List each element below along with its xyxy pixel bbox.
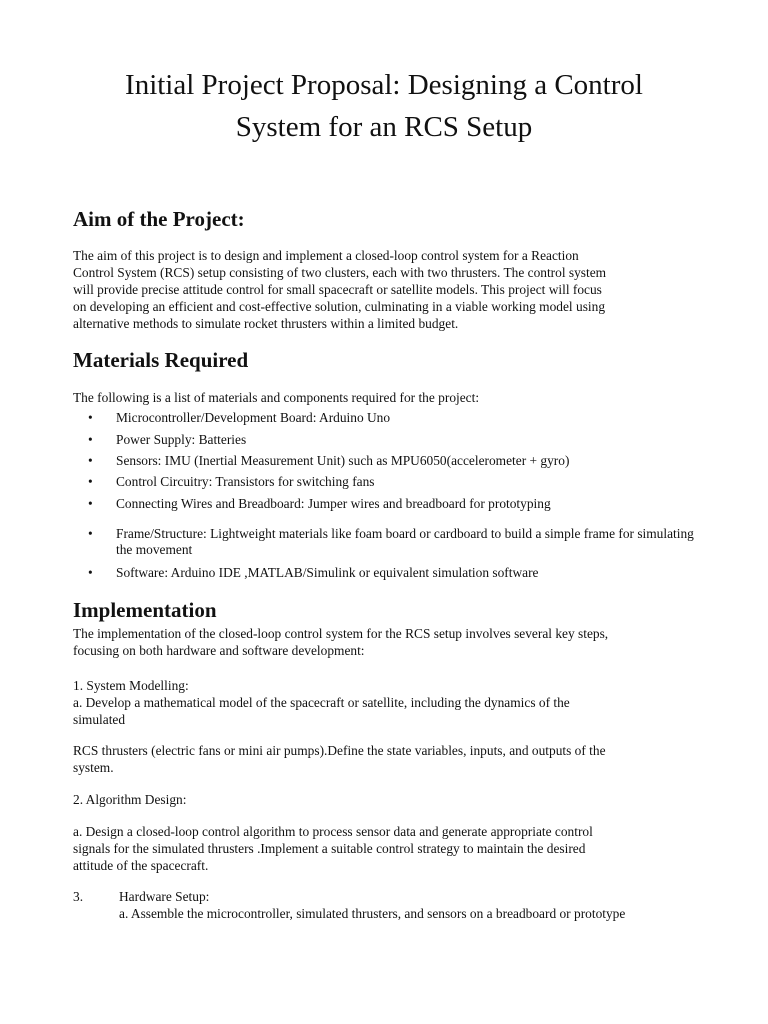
- step2-a-line: a. Design a closed-loop control algorithm to process sensor data and generate appropriate control: [73, 824, 593, 839]
- step2-title: 2. Algorithm Design:: [73, 792, 187, 807]
- bullet-icon: •: [88, 526, 93, 541]
- step2-a-line: signals for the simulated thrusters .Implement a suitable control strategy to maintain the desired: [73, 841, 586, 856]
- step1-a-line: a. Develop a mathematical model of the spacecraft or satellite, including the dynamics of the: [73, 695, 570, 710]
- step3-title: Hardware Setup:: [119, 889, 210, 904]
- list-item: [88, 526, 708, 558]
- list-item: [88, 474, 708, 490]
- list-item: [88, 453, 708, 469]
- list-item-text: Sensors: IMU (Inertial Measurement Unit) such as MPU6050(accelerometer + gyro): [116, 453, 570, 468]
- list-item-text: Frame/Structure: Lightweight materials like foam board or cardboard to build a simple frame for simulating the movement: [116, 526, 694, 557]
- step3-number: 3.: [73, 889, 84, 904]
- bullet-icon: •: [88, 496, 93, 511]
- aim-line: Control System (RCS) setup consisting of two clusters, each with two thrusters. The control system: [73, 265, 607, 280]
- list-item: [88, 496, 708, 512]
- list-item-text: Connecting Wires and Breadboard: Jumper wires and breadboard for prototyping: [116, 496, 551, 511]
- step1-cont-line: system.: [73, 760, 114, 775]
- materials-intro: The following is a list of materials and components required for the project:: [73, 390, 480, 405]
- title-line-2: System for an RCS Setup: [235, 111, 533, 143]
- list-item-text: Software: Arduino IDE ,MATLAB/Simulink or equivalent simulation software: [116, 565, 539, 580]
- list-item: [88, 565, 708, 581]
- document-title: [60, 64, 708, 148]
- step2-a-line: attitude of the spacecraft.: [73, 858, 209, 873]
- step1-continuation: [73, 742, 703, 776]
- aim-line: on developing an efficient and cost-effective solution, culminating in a viable working model using: [73, 299, 606, 314]
- implementation-intro-line: The implementation of the closed-loop control system for the RCS setup involves several key steps,: [73, 626, 609, 641]
- bullet-icon: •: [88, 474, 93, 489]
- step1-cont-line: RCS thrusters (electric fans or mini air pumps).Define the state variables, inputs, and outputs of the: [73, 743, 606, 758]
- aim-heading: Aim of the Project:: [73, 207, 245, 231]
- aim-line: The aim of this project is to design and implement a closed-loop control system for a Reaction: [73, 248, 579, 263]
- list-item-text: Power Supply: Batteries: [116, 432, 247, 447]
- bullet-icon: •: [88, 565, 93, 580]
- step3: [73, 888, 703, 922]
- aim-line: alternative methods to simulate rocket thrusters within a limited budget.: [73, 316, 459, 331]
- step1-title: 1. System Modelling:: [73, 678, 189, 693]
- list-item: [88, 410, 708, 426]
- implementation-intro: [73, 625, 703, 659]
- bullet-icon: •: [88, 410, 93, 425]
- implementation-intro-line: focusing on both hardware and software development:: [73, 643, 365, 658]
- list-item-text: Microcontroller/Development Board: Arduino Uno: [116, 410, 391, 425]
- implementation-heading: Implementation: [73, 598, 217, 622]
- list-item-text: Control Circuitry: Transistors for switching fans: [116, 474, 375, 489]
- aim-paragraph: [73, 247, 703, 332]
- step3-a: a. Assemble the microcontroller, simulated thrusters, and sensors on a breadboard or prototype: [119, 906, 626, 921]
- step1-a: [73, 694, 703, 728]
- title-line-1: Initial Project Proposal: Designing a Control: [125, 69, 643, 101]
- list-item: [88, 432, 708, 448]
- bullet-icon: •: [88, 432, 93, 447]
- step2-a: [73, 823, 703, 874]
- bullet-icon: •: [88, 453, 93, 468]
- aim-line: will provide precise attitude control for small spacecraft or satellite models. This project will focus: [73, 282, 602, 297]
- step1-a-line: simulated: [73, 712, 126, 727]
- materials-heading: Materials Required: [73, 348, 249, 372]
